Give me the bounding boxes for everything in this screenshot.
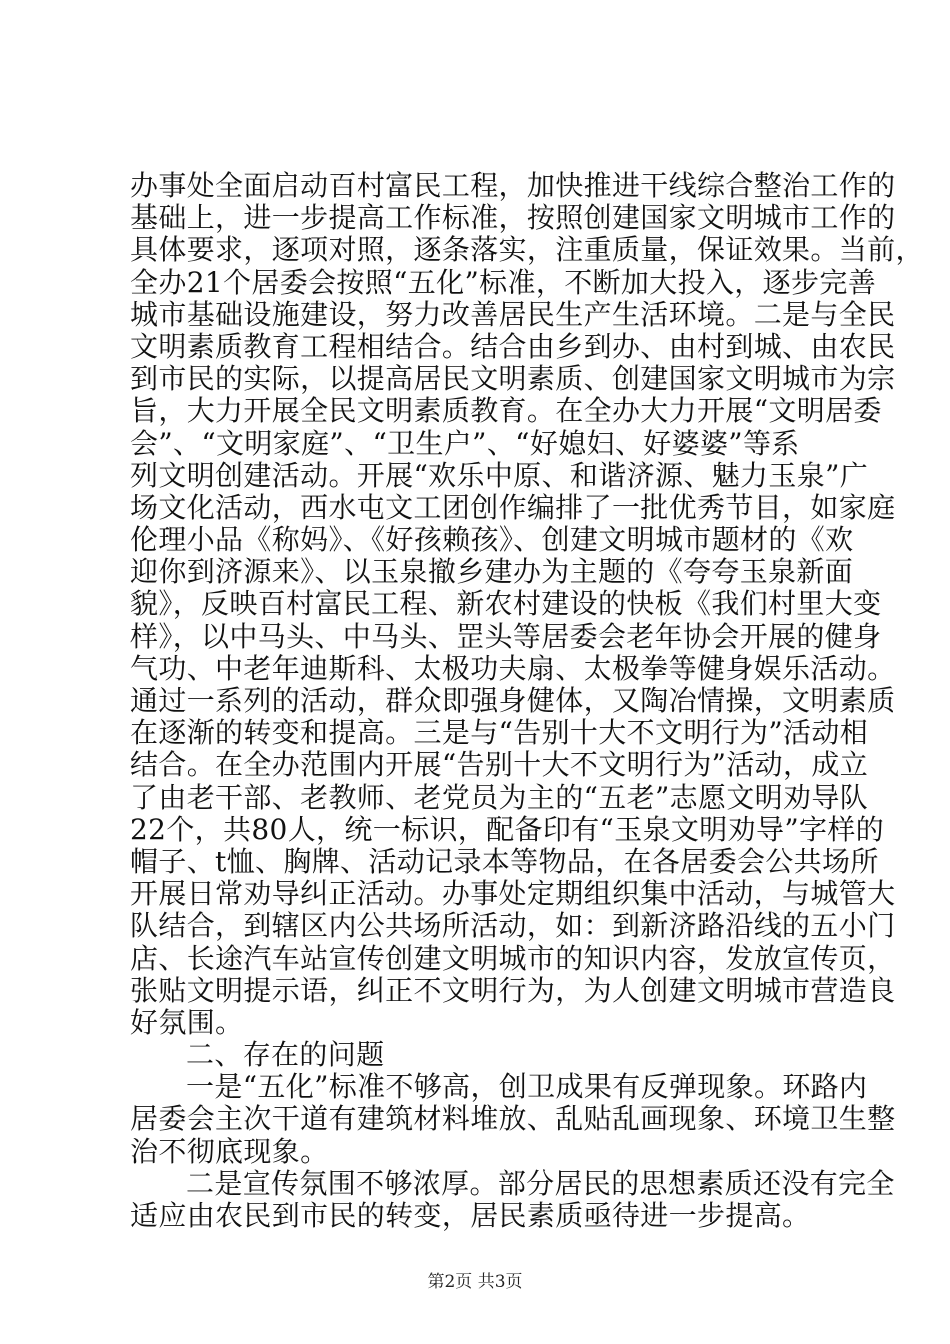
body-line: 队结合，到辖区内公共场所活动，如：到新济路沿线的五小门 bbox=[130, 909, 896, 943]
body-line: 到市民的实际，以提高居民文明素质、创建国家文明城市为宗 bbox=[130, 362, 896, 396]
body-line: 在逐渐的转变和提高。三是与“告别十大不文明行为”活动相 bbox=[130, 716, 869, 750]
page-footer bbox=[0, 1271, 950, 1293]
problem-line: 二是宣传氛围不够浓厚。部分居民的思想素质还没有完全 bbox=[186, 1166, 895, 1200]
body-line: 文明素质教育工程相结合。结合由乡到办、由村到城、由农民 bbox=[130, 329, 896, 363]
body-line: 迎你到济源来》、以玉泉撤乡建办为主题的《夸夸玉泉新面 bbox=[130, 555, 854, 589]
body-line: 会”、“文明家庭”、“卫生户”、“好媳妇、好婆婆”等系 bbox=[130, 426, 800, 460]
body-line: 伦理小品《称妈》、《好孩赖孩》、创建文明城市题材的《欢 bbox=[130, 523, 854, 557]
body-line: 店、长途汽车站宣传创建文明城市的知识内容，发放宣传页， bbox=[130, 941, 896, 975]
body-line: 帽子、t恤、胸牌、活动记录本等物品，在各居委会公共场所 bbox=[130, 844, 879, 878]
body-line: 旨，大力开展全民文明素质教育。在全办大力开展“文明居委 bbox=[130, 394, 882, 428]
body-line: 样》，以中马头、中马头、罡头等居委会老年协会开展的健身 bbox=[130, 619, 882, 653]
body-line: 具体要求，逐项对照，逐条落实，注重质量，保证效果。当前， bbox=[130, 233, 924, 267]
body-line: 了由老干部、老教师、老党员为主的“五老”志愿文明劝导队 bbox=[130, 780, 869, 814]
body-line: 办事处全面启动百村富民工程，加快推进干线综合整治工作的 bbox=[130, 169, 896, 202]
body-line: 气功、中老年迪斯科、太极功夫扇、太极拳等健身娱乐活动。 bbox=[130, 651, 896, 685]
body-line: 城市基础设施建设，努力改善居民生产生活环境。二是与全民 bbox=[130, 297, 896, 331]
body-line: 全办21个居委会按照“五化”标准，不断加大投入，逐步完善 bbox=[130, 265, 877, 299]
body-line: 场文化活动，西水屯文工团创作编排了一批优秀节目，如家庭 bbox=[130, 490, 896, 524]
problem-line: 适应由农民到市民的转变，居民素质亟待进一步提高。 bbox=[130, 1199, 811, 1232]
body-line: 基础上，进一步提高工作标准，按照创建国家文明城市工作的 bbox=[130, 201, 896, 235]
body-line: 22个，共80人，统一标识，配备印有“玉泉文明劝导”字样的 bbox=[130, 812, 885, 846]
section-heading: 二、存在的问题 bbox=[186, 1038, 385, 1072]
body-line: 好氛围。 bbox=[130, 1005, 244, 1039]
document-body bbox=[130, 169, 924, 1232]
body-line: 结合。在全办范围内开展“告别十大不文明行为”活动，成立 bbox=[130, 748, 869, 782]
body-line: 通过一系列的活动，群众即强身健体，又陶冶情操，文明素质 bbox=[130, 684, 896, 717]
body-line: 列文明创建活动。开展“欢乐中原、和谐济源、魅力玉泉”广 bbox=[130, 458, 869, 492]
page-number-label: 第2页 共3页 bbox=[427, 1272, 523, 1292]
problem-line: 居委会主次干道有建筑材料堆放、乱贴乱画现象、环境卫生整 bbox=[130, 1102, 896, 1136]
body-line: 貌》，反映百村富民工程、新农村建设的快板《我们村里大变 bbox=[130, 587, 882, 621]
body-line: 张贴文明提示语，纠正不文明行为，为人创建文明城市营造良 bbox=[130, 973, 896, 1007]
problem-line: 一是“五化”标准不够高，创卫成果有反弹现象。环路内 bbox=[186, 1070, 868, 1104]
problem-line: 治不彻底现象。 bbox=[130, 1134, 329, 1168]
body-line: 开展日常劝导纠正活动。办事处定期组织集中活动，与城管大 bbox=[130, 877, 896, 911]
